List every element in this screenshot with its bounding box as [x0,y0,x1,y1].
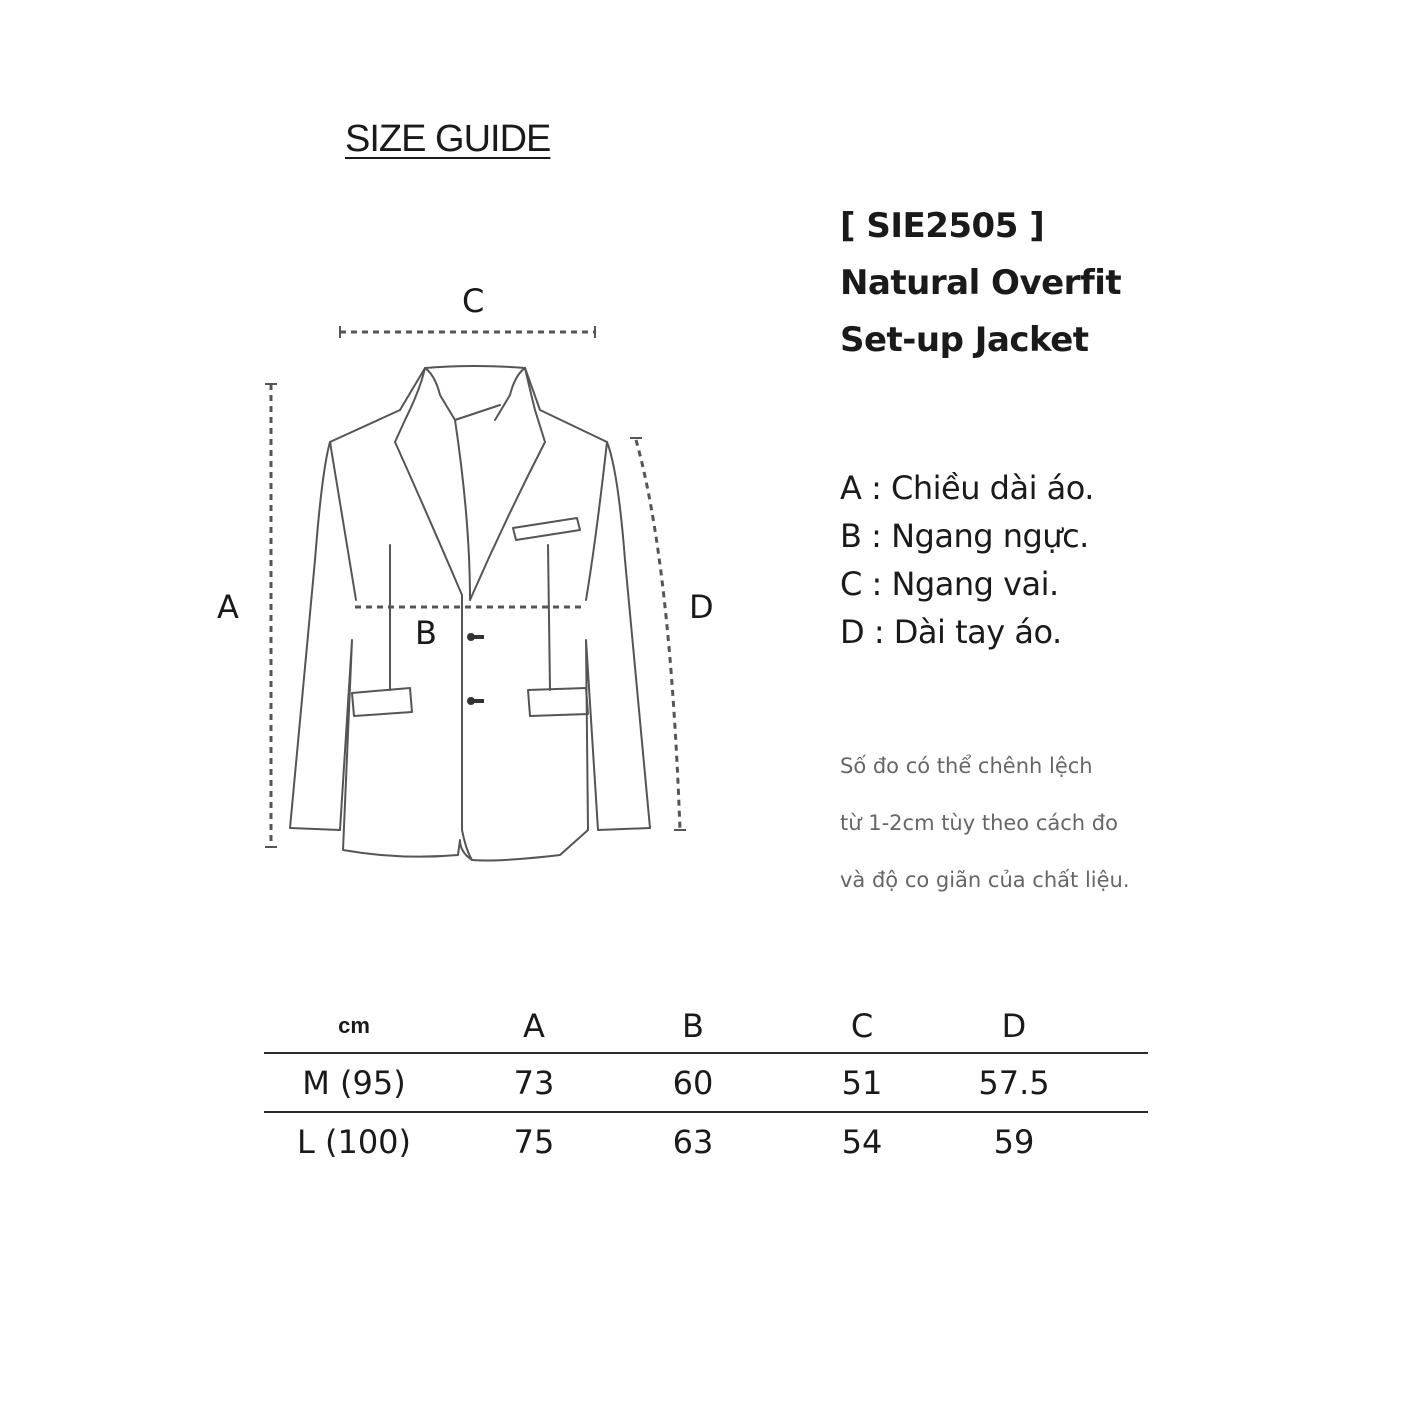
size-label: L (100) [296,1122,412,1161]
button-2 [467,697,475,705]
legend-item-b: B : Ngang ngực. [840,517,1089,555]
column-header-c: C [850,1007,874,1045]
product-name-line1: Natural Overfit [840,263,1122,303]
note-line: Số đo có thể chênh lệch [840,754,1093,778]
table-cell: 75 [513,1122,555,1161]
table-cell: 63 [672,1122,714,1161]
table-row [264,1054,1148,1113]
product-info [840,198,1121,369]
legend-item-c: C : Ngang vai. [840,565,1059,603]
chest-pocket [513,518,580,540]
note-line: và độ co giãn của chất liệu. [840,868,1130,892]
dimension-label-c: C [462,282,485,320]
size-table [264,1000,1148,1170]
page-title: SIZE GUIDE [345,118,551,160]
dimension-label-b: B [415,614,437,652]
table-cell: 60 [672,1063,714,1102]
column-header-d: D [1001,1007,1027,1045]
jacket-outline [290,366,650,860]
measurement-note [840,738,1130,909]
button-1 [467,633,475,641]
legend-item-d: D : Dài tay áo. [840,613,1062,651]
note-line: từ 1-2cm tùy theo cách đo [840,811,1118,835]
table-cell: 73 [513,1063,555,1102]
column-header-b: B [682,1007,704,1045]
measurement-legend [840,464,1094,656]
table-cell: 57.5 [978,1063,1050,1102]
dimension-line-d [636,440,680,830]
dimension-label-d: D [689,588,714,626]
dimension-label-a: A [217,588,239,626]
table-cell: 59 [993,1122,1035,1161]
product-name-line2: Set-up Jacket [840,320,1089,360]
table-header-row [264,1000,1148,1054]
right-pocket [528,688,588,716]
product-code: [ SIE2505 ] [840,206,1045,246]
size-label: M (95) [302,1063,406,1102]
table-cell: 54 [841,1122,883,1161]
left-pocket [352,688,412,716]
legend-item-a: A : Chiều dài áo. [840,469,1094,507]
table-cell: 51 [841,1063,883,1102]
column-header-a: A [523,1007,545,1045]
table-row [264,1113,1148,1170]
unit-header: cm [338,1013,370,1038]
